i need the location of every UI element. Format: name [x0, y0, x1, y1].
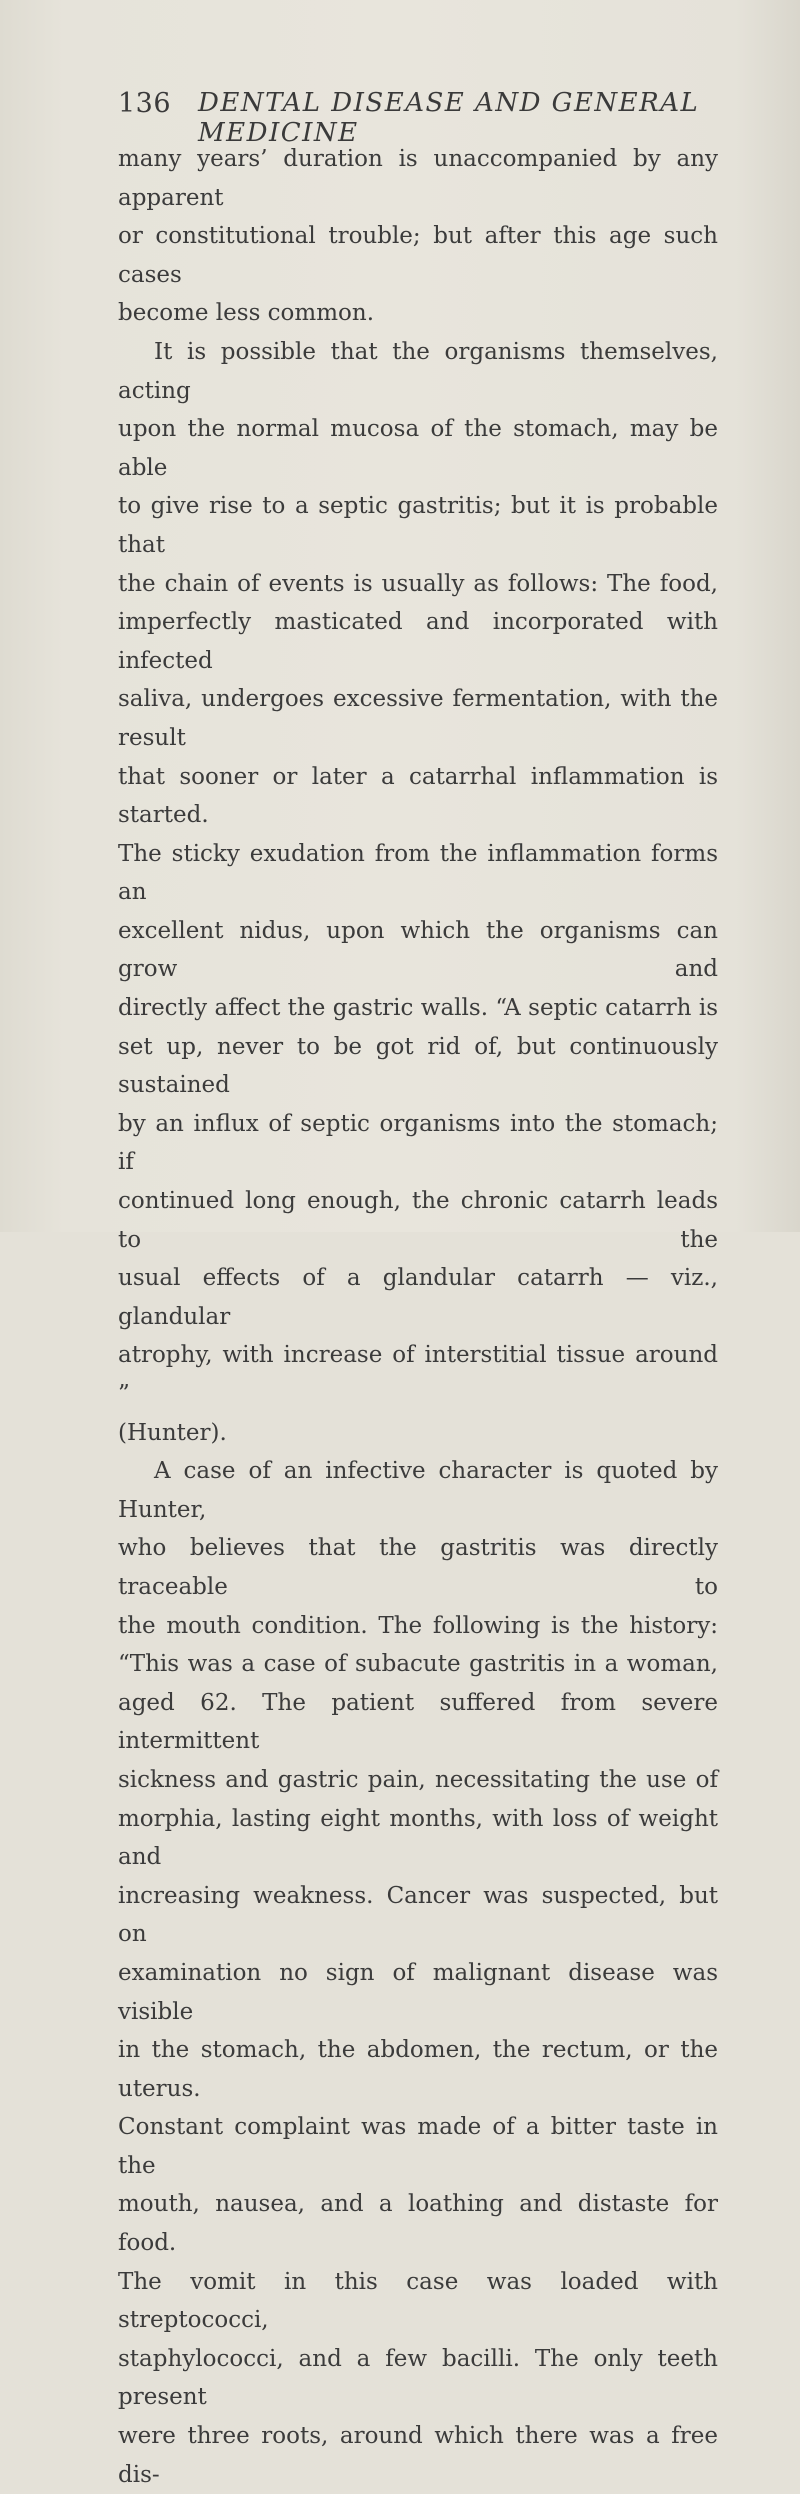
text-line: the mouth condition. The following is the history:	[118, 1612, 718, 1639]
text-line: increasing weakness. Cancer was suspected, but on	[118, 1882, 718, 1948]
text-line: staphylococci, and a few bacilli. The only teeth present	[118, 2345, 718, 2411]
text-line: “This was a case of subacute gastritis in a woman,	[118, 1651, 718, 1678]
text-line: Constant complaint was made of a bitter taste in the	[118, 2114, 718, 2179]
text-line: imperfectly masticated and incorporated with infected	[118, 609, 718, 674]
text-line: upon the normal mucosa of the stomach, may be able	[118, 416, 718, 481]
text-line: saliva, undergoes excessive fermentation, with the result	[118, 686, 718, 751]
text-line: to give rise to a septic gastritis; but it is probable that	[118, 493, 718, 558]
text-line: the chain of events is usually as follows: The food,	[118, 570, 718, 597]
text-line: or constitutional trouble; but after this age such cases	[118, 223, 718, 288]
text-line: sickness and gastric pain, necessitating the use of	[118, 1766, 718, 1793]
text-line: usual effects of a glandular catarrh — viz., glandular	[118, 1265, 718, 1330]
text-line: who believes that the gastritis was directly traceable to	[118, 1535, 718, 1600]
text-line: A case of an infective character is quoted by Hunter,	[118, 1458, 718, 1523]
text-line: in the stomach, the abdomen, the rectum, or the uterus.	[118, 2037, 718, 2102]
text-line: (Hunter).	[118, 1419, 227, 1446]
text-line: directly affect the gastric walls. “A septic catarrh is	[118, 995, 718, 1022]
text-line: examination no sign of malignant disease was visible	[118, 1959, 718, 2025]
text-line: that sooner or later a catarrhal inflammation is started.	[118, 763, 718, 829]
page-header	[118, 88, 718, 148]
text-line: aged 62. The patient suffered from severe intermittent	[118, 1689, 718, 1755]
text-line: morphia, lasting eight months, with loss of weight and	[118, 1805, 718, 1871]
text-line: The vomit in this case was loaded with streptococci,	[118, 2268, 718, 2334]
text-line: were three roots, around which there was a free dis-	[118, 2423, 718, 2488]
text-line: continued long enough, the chronic catarrh leads to the	[118, 1188, 718, 1253]
running-head: DENTAL DISEASE AND GENERAL MEDICINE	[198, 88, 700, 148]
text-line: The sticky exudation from the inflammation forms an	[118, 840, 718, 906]
body-text	[118, 140, 718, 2494]
text-line: become less common.	[118, 300, 374, 327]
text-line: mouth, nausea, and a loathing and distaste for food.	[118, 2191, 718, 2257]
text-line: atrophy, with increase of interstitial tissue around ”	[118, 1342, 718, 1407]
text-line: excellent nidus, upon which the organisms can grow and	[118, 917, 718, 983]
text-line: by an influx of septic organisms into the stomach; if	[118, 1110, 718, 1176]
text-line: It is possible that the organisms themselves, acting	[118, 338, 718, 404]
page-number: 136	[118, 88, 172, 119]
text-line: set up, never to be got rid of, but continuously sustained	[118, 1033, 718, 1099]
text-line: many years’ duration is unaccompanied by any apparent	[118, 146, 718, 211]
